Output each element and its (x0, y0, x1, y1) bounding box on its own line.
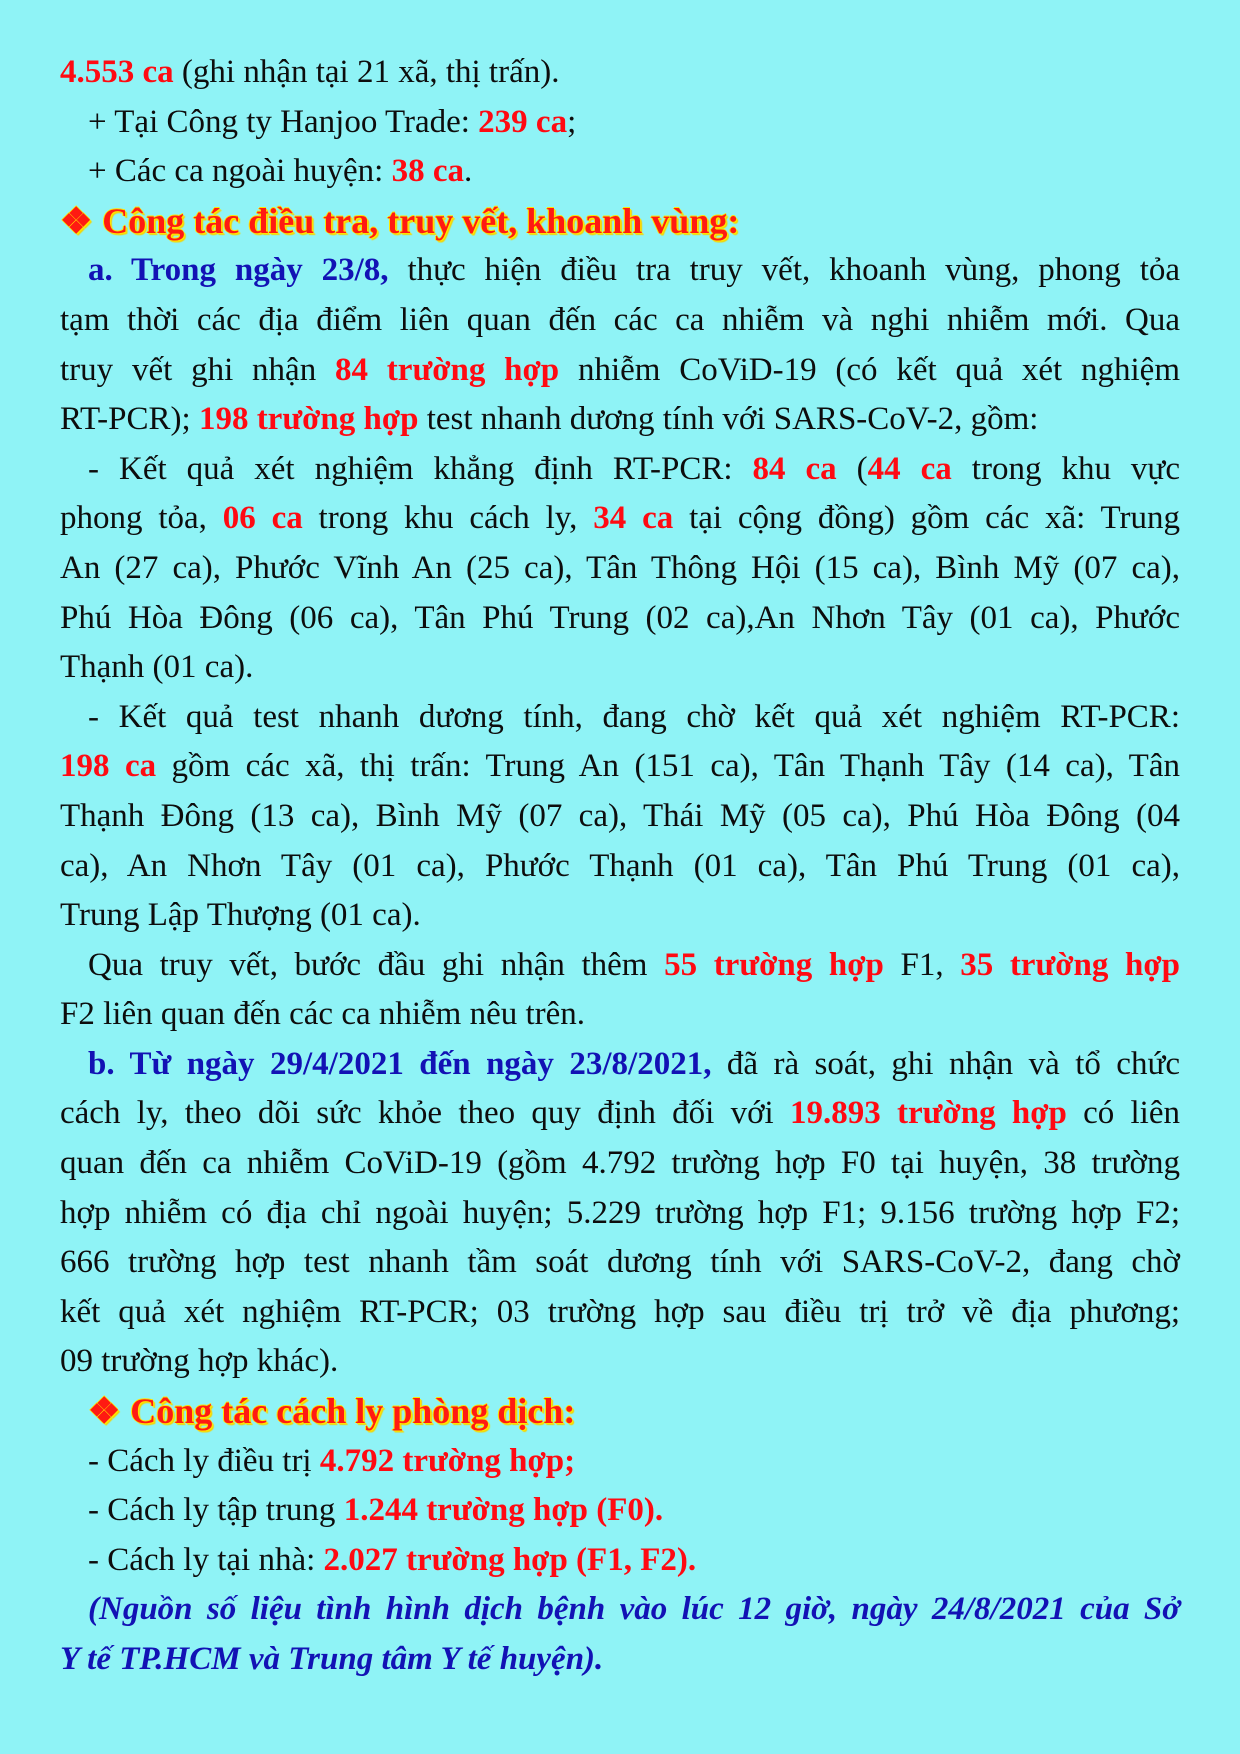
lead-phrase: a. Trong ngày 23/8, (88, 252, 389, 289)
para-b-line-7: 09 trường hợp khác). (60, 1343, 339, 1380)
pcr-line-3: An (27 ca), Phước Vĩnh An (25 ca), Tân Thông Hội (15 ca), Bình Mỹ (07 ca), (60, 549, 1180, 586)
text: - Kết quả xét nghiệm khẳng định RT-PCR: (88, 450, 753, 487)
para-b-line-5: 666 trường hợp test nhanh tầm soát dương tính với SARS-CoV-2, đang chờ (60, 1244, 1180, 1281)
para-a-line-1 (60, 246, 1180, 296)
source-note-line-1: (Nguồn số liệu tình hình dịch bệnh vào lúc 12 giờ, ngày 24/8/2021 của Sở (88, 1591, 1180, 1628)
item-value: 4.792 trường hợp; (319, 1442, 576, 1479)
text: (ghi nhận tại 21 xã, thị trấn). (173, 54, 560, 90)
pcr-line-1 (60, 445, 1180, 495)
text: tại cộng đồng) gồm các xã: Trung (673, 500, 1180, 537)
highlight-count: 239 ca (478, 103, 568, 140)
rapid-line-1: - Kết quả test nhanh dương tính, đang chờ kết quả xét nghiệm RT-PCR: (88, 698, 1180, 735)
quarantine-item-home (60, 1536, 1180, 1586)
text: F1, (883, 946, 961, 983)
highlight-count: 35 trường hợp (960, 946, 1180, 983)
lead-phrase: b. Từ ngày 29/4/2021 đến ngày 23/8/2021, (88, 1045, 712, 1082)
highlight-count: 34 ca (593, 500, 674, 537)
item-label: - Cách ly tập trung (88, 1492, 344, 1529)
para-b-line-6: kết quả xét nghiệm RT-PCR; 03 trường hợp sau điều trị trở về địa phương; (60, 1293, 1180, 1330)
rapid-line-5: Trung Lập Thượng (01 ca). (60, 897, 421, 934)
item-value: 2.027 trường hợp (F1, F2). (323, 1541, 697, 1578)
text: trong khu cách ly, (302, 500, 594, 537)
text: RT-PCR); (60, 401, 199, 438)
highlight-count: 4.553 ca (60, 54, 174, 90)
highlight-count: 38 ca (391, 153, 464, 190)
para-b-line-2 (60, 1089, 1180, 1139)
highlight-count: 198 ca (60, 748, 157, 785)
item-value: 1.244 trường hợp (F0). (343, 1492, 664, 1529)
pcr-line-4: Phú Hòa Đông (06 ca), Tân Phú Trung (02 ca),An Nhơn Tây (01 ca), Phước (60, 599, 1180, 636)
text: có liên (1066, 1095, 1181, 1132)
text: ( (836, 450, 868, 487)
highlight-count: 06 ca (222, 500, 303, 537)
highlight-count: 84 ca (752, 450, 837, 487)
text: ; (567, 103, 577, 140)
section-title: Công tác điều tra, truy vết, khoanh vùng: (102, 200, 740, 241)
diamond-bullet-icon: ❖ (60, 200, 93, 241)
para-b-line-3: quan đến ca nhiễm CoViD-19 (gồm 4.792 trường hợp F0 tại huyện, 38 trường (60, 1145, 1180, 1182)
text: + Các ca ngoài huyện: (88, 153, 392, 190)
intro-line-1 (60, 48, 1180, 98)
intro-line-3 (60, 147, 1180, 197)
diamond-bullet-icon: ❖ (88, 1391, 121, 1432)
text: trong khu vực (951, 450, 1180, 487)
quarantine-item-treatment (60, 1437, 1180, 1487)
text: đã rà soát, ghi nhận và tổ chức (711, 1045, 1180, 1082)
rapid-line-3: Thạnh Đông (13 ca), Bình Mỹ (07 ca), Thái Mỹ (05 ca), Phú Hòa Đông (04 (60, 797, 1180, 834)
para-a-line-2: tạm thời các địa điểm liên quan đến các ca nhiễm và nghi nhiễm mới. Qua (60, 301, 1180, 338)
intro-line-2 (60, 98, 1180, 148)
item-label: - Cách ly điều trị (88, 1442, 320, 1479)
trace-line-1 (60, 941, 1180, 991)
pcr-line-5: Thạnh (01 ca). (60, 649, 254, 686)
text: truy vết ghi nhận (60, 351, 335, 388)
source-note-line-2: Y tế TP.HCM và Trung tâm Y tế huyện). (60, 1641, 604, 1677)
section-heading-investigation (60, 197, 1180, 247)
trace-line-2: F2 liên quan đến các ca nhiễm nêu trên. (60, 996, 586, 1033)
highlight-count: 198 trường hợp (198, 401, 419, 438)
highlight-count: 84 trường hợp (335, 351, 560, 388)
text: phong tỏa, (60, 500, 223, 537)
text: nhiễm CoViD-19 (có kết quả xét nghiệm (559, 351, 1180, 388)
rapid-line-2 (60, 742, 1180, 792)
highlight-count: 44 ca (867, 450, 952, 487)
para-b-line-4: hợp nhiễm có địa chỉ ngoài huyện; 5.229 trường hợp F1; 9.156 trường hợp F2; (60, 1194, 1180, 1231)
rapid-line-4: ca), An Nhơn Tây (01 ca), Phước Thạnh (01 ca), Tân Phú Trung (01 ca), (60, 847, 1180, 884)
text: thực hiện điều tra truy vết, khoanh vùng, phong tỏa (388, 252, 1181, 289)
text: cách ly, theo dõi sức khỏe theo quy định đối với (60, 1095, 790, 1132)
section-title: Công tác cách ly phòng dịch: (130, 1391, 576, 1432)
text: + Tại Công ty Hanjoo Trade: (88, 103, 479, 140)
section-heading-quarantine (60, 1387, 1180, 1437)
item-label: - Cách ly tại nhà: (88, 1541, 324, 1578)
para-a-line-3 (60, 346, 1180, 396)
text: gồm các xã, thị trấn: Trung An (151 ca), Tân Thạnh Tây (14 ca), Tân (156, 748, 1180, 785)
para-a-line-4 (60, 395, 1180, 445)
text: . (464, 153, 473, 190)
pcr-line-2 (60, 494, 1180, 544)
highlight-count: 19.893 trường hợp (789, 1095, 1067, 1132)
text: test nhanh dương tính với SARS-CoV-2, gồm: (418, 401, 1039, 438)
text: Qua truy vết, bước đầu ghi nhận thêm (88, 946, 665, 983)
quarantine-item-centralized (60, 1486, 1180, 1536)
highlight-count: 55 trường hợp (664, 946, 884, 983)
para-b-line-1 (60, 1040, 1180, 1090)
